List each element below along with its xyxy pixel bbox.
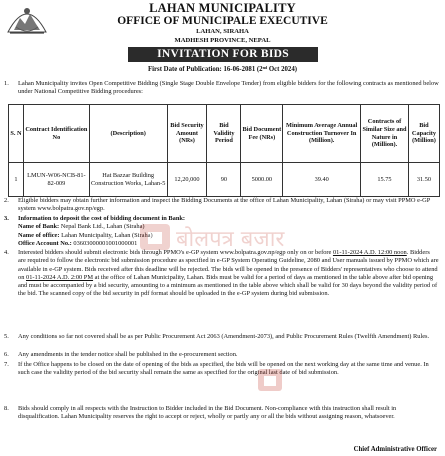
table-header-row xyxy=(9,105,440,163)
invitation-banner: INVITATION FOR BIDS xyxy=(128,47,318,62)
para-number: 7. xyxy=(4,361,9,368)
bids-table xyxy=(8,104,440,197)
para-number: 6. xyxy=(4,351,9,358)
paragraph-5 xyxy=(4,333,439,341)
signatory-title: Chief Administrative Officer xyxy=(353,446,437,453)
cell-min-turnover: 39.40 xyxy=(283,163,361,197)
header-bid-validity: Bid Validity Period xyxy=(207,105,241,163)
office-name-value: Lahan Municipality, Lahan (Siraha) xyxy=(59,231,153,239)
cell-contract-id: LMUN-W06-NCB-81-82-009 xyxy=(23,163,89,197)
intro-paragraph xyxy=(4,80,439,97)
cell-sn: 1 xyxy=(9,163,24,197)
paragraph-2 xyxy=(4,197,439,214)
publication-date: First Date of Publication: 16-06-2081 (2ⁿᵈ Oct 2024) xyxy=(148,66,297,73)
cell-similar-contracts: 15.75 xyxy=(361,163,409,197)
paragraph-8 xyxy=(4,405,439,422)
header-document-fee: Bid Document Fee (NRs) xyxy=(241,105,283,163)
header-contract-id: Contract Identification No xyxy=(23,105,89,163)
para-text: Interested bidders should submit electronic bids through PPMO's e-GP system www.bolpatra.gov.np/egp only on or before xyxy=(18,249,333,256)
para-number: 3. xyxy=(4,215,9,222)
para-text: If the Office happens to be closed on the date of opening of the bids as specified, the bids will be opened on the next working day at the same time and venue. In such case the validity period of the bid security shall remain the same as specified for the original last date of bid submission. xyxy=(18,361,429,377)
cell-bid-capacity: 31.50 xyxy=(408,163,439,197)
header-min-turnover: Minimum Average Annual Construction Turnover In (Million). xyxy=(283,105,361,163)
notice-header xyxy=(0,0,445,62)
paragraph-6 xyxy=(4,351,439,359)
para-text: Bids should comply in all respects with the Instruction to Bidder included in the Bid Document. Non-compliance with this instruction shall result in disqualification. Lahan Municipality reserves the right to accept or reject, wholly or partly any or all the bids without assigning reason, whatsoever. xyxy=(18,405,397,421)
para-number: 4. xyxy=(4,249,9,256)
para-number: 1. xyxy=(4,80,9,87)
bank-info-title: Information to deposit the cost of bidding document in Bank: xyxy=(18,215,186,222)
header-bid-security: Bid Security Amount (NRs) xyxy=(167,105,207,163)
table-row xyxy=(9,163,440,197)
office-name-label: Name of office: xyxy=(18,231,60,239)
submission-deadline: 01-11-2024 A.D. 12:00 noon xyxy=(332,249,407,256)
cell-description: Hat Bazzar Building Construction Works, Lahan-5 xyxy=(89,163,167,197)
para-number: 2. xyxy=(4,197,9,204)
bank-name-label: Name of Bank: xyxy=(18,223,60,231)
para-text: Eligible bidders may obtain further information and inspect the Bidding Documents at the office of Lahan Municipality, Lahan (Siraha) or may visit PPMO e-GP system www.bolpatra.gov.np/egp. xyxy=(18,197,431,213)
para-text: Any conditions so far not covered shall be as per Public Procurement Act 2063 (Amendment-2073), and Public Procurement Rules (Twelfth Amendment) Rules. xyxy=(18,333,430,340)
para-text: Lahan Municipality invites Open Competitive Bidding (Single Stage Double Envelope Tender) from eligible bidders for the following contracts as mentioned below under National Competitive Bidding procedures: xyxy=(18,80,439,96)
header-sn: S. N xyxy=(9,105,24,163)
opening-datetime: 01-11-2024 A.D. 2:00 PM xyxy=(26,273,94,281)
org-title: LAHAN MUNICIPALITY xyxy=(149,1,296,15)
para-text: Any amendments in the tender notice shall be published in the e-procurement section. xyxy=(18,351,238,358)
bank-name-value: Nepal Bank Ltd., Lahan (Siraha) xyxy=(59,223,145,231)
watermark-text: बोलपत्र बजार xyxy=(176,227,285,252)
cell-document-fee: 5000.00 xyxy=(241,163,283,197)
para-text: . Bidders are required to follow the electronic bid submission procedure as specified in e-GP System Operating Guideline, 2080 and User manuals issued by PPMO which are available in e-GP system. Bids received after this deadline will be rejected. The bids will be opened in the presence of Bidders' representatives who choose to attend on xyxy=(18,249,439,281)
address-line-2: MADHESH PROVINCE, NEPAL xyxy=(174,37,271,44)
account-number-label: Office Account No.: xyxy=(18,239,72,247)
header-bid-capacity: Bid Capacity (Million) xyxy=(408,105,439,163)
para-text: at the office of Lahan Municipality, Lahan. Bids must be valid for a period of days as mentioned in the table above after bid opening and must be accompanied by a bid security, amounting to a minimum as mentioned in the table above which shall be valid for 30 days beyond the validity period of the bid. The scanned copy of the bid security in pdf format should be uploaded in the e-GP system during bid submission. xyxy=(18,273,438,298)
account-number-value: 03603000001001000001 xyxy=(71,239,138,247)
cell-bid-security: 12,20,000 xyxy=(167,163,207,197)
address-line-1: LAHAN, SIRAHA xyxy=(196,28,249,35)
office-title: OFFICE OF MUNICIPALE EXECUTIVE xyxy=(117,15,328,27)
header-description: (Description) xyxy=(89,105,167,163)
para-number: 5. xyxy=(4,333,9,340)
header-similar-contracts: Contracts of Similar Size and Nature in (Million). xyxy=(361,105,409,163)
cell-bid-validity: 90 xyxy=(207,163,241,197)
watermark-logo xyxy=(258,366,378,394)
para-number: 8. xyxy=(4,405,9,412)
paragraph-4 xyxy=(4,249,439,299)
